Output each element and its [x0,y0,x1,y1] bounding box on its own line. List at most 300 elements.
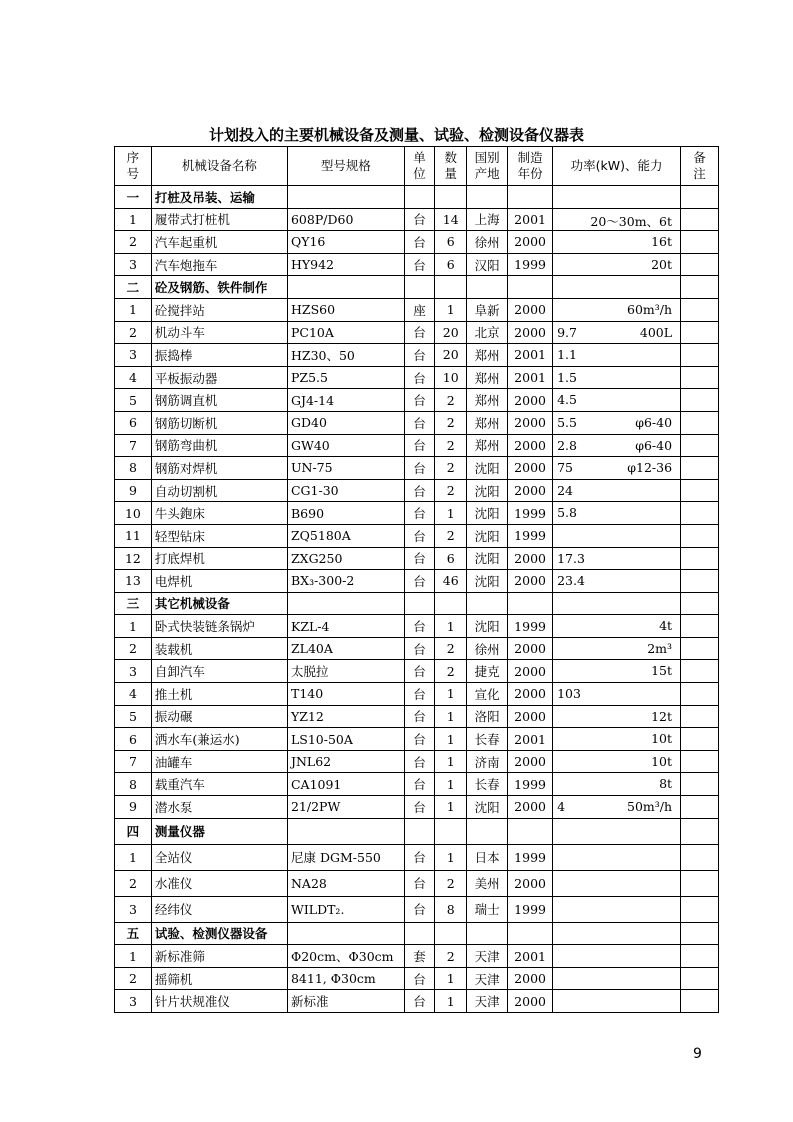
cell-origin: 天津 [467,967,508,990]
cell-name: 电焊机 [151,570,287,593]
cell-origin: 徐州 [467,231,508,254]
empty-cell [467,186,508,209]
cell-model: YZ12 [287,705,404,728]
cell-unit: 台 [404,524,435,547]
cell-year: 2000 [508,967,553,990]
section-number: 四 [115,818,152,844]
cell-qty: 2 [435,870,467,896]
empty-cell [435,186,467,209]
cell-qty: 1 [435,796,467,819]
cell-year: 1999 [508,253,553,276]
empty-cell [404,186,435,209]
cell-model: PZ5.5 [287,366,404,389]
cell-year: 2001 [508,945,553,968]
cell-unit: 台 [404,870,435,896]
power-value: 4 [557,799,566,815]
cell-power [553,231,681,254]
empty-cell [553,922,681,945]
cell-name: 新标准筛 [151,945,287,968]
cell-qty: 6 [435,231,467,254]
cell-name: 洒水车(兼运水) [151,728,287,751]
cell-unit: 台 [404,660,435,683]
table-row [115,457,719,480]
cell-year: 2000 [508,705,553,728]
cell-power [553,457,681,480]
cell-model: HZ30、50 [287,344,404,367]
cell-remark [681,457,719,480]
cell-no: 6 [115,411,152,434]
cell-model: ZXG250 [287,547,404,570]
empty-cell [508,818,553,844]
capacity-value: φ6-40 [635,414,673,430]
empty-cell [404,592,435,615]
cell-name: 机动斗车 [151,321,287,344]
capacity-value: 16t [651,234,673,250]
cell-unit: 台 [404,570,435,593]
cell-year: 2000 [508,434,553,457]
cell-origin: 天津 [467,990,508,1013]
cell-power [553,411,681,434]
cell-no: 4 [115,366,152,389]
cell-origin: 济南 [467,750,508,773]
cell-no: 3 [115,660,152,683]
section-title: 试验、检测仪器设备 [151,922,287,945]
cell-remark [681,208,719,231]
header-no: 序 号 [115,147,152,186]
cell-qty: 1 [435,298,467,321]
capacity-value: 2m³ [647,640,673,656]
cell-remark [681,253,719,276]
empty-cell [553,276,681,299]
capacity-value: 20～30m、6t [590,213,673,229]
empty-cell [467,592,508,615]
cell-name: 水准仪 [151,870,287,896]
cell-remark [681,945,719,968]
cell-model: CG1-30 [287,479,404,502]
cell-qty: 1 [435,990,467,1013]
cell-name: 针片状规准仪 [151,990,287,1013]
power-value: 75 [557,460,573,476]
cell-year: 2000 [508,870,553,896]
cell-name: 钢筋切断机 [151,411,287,434]
capacity-value: 50m³/h [627,799,673,815]
cell-year: 2000 [508,637,553,660]
cell-remark [681,660,719,683]
header-model: 型号规格 [287,147,404,186]
cell-qty: 1 [435,683,467,706]
cell-origin: 宣化 [467,683,508,706]
cell-year: 2000 [508,660,553,683]
cell-name: 钢筋弯曲机 [151,434,287,457]
section-row [115,592,719,615]
power-value: 1.1 [557,347,577,363]
capacity-value: 10t [651,731,673,747]
cell-unit: 台 [404,637,435,660]
cell-remark [681,750,719,773]
capacity-value: 60m³/h [627,301,673,317]
cell-no: 9 [115,479,152,502]
table-row [115,615,719,638]
cell-unit: 台 [404,502,435,525]
cell-name: 经纬仪 [151,896,287,922]
cell-unit: 台 [404,796,435,819]
cell-no: 2 [115,231,152,254]
capacity-value: 4t [659,618,673,634]
cell-name: 牛头鉋床 [151,502,287,525]
cell-name: 摇筛机 [151,967,287,990]
cell-year: 2000 [508,389,553,412]
cell-name: 轻型钻床 [151,524,287,547]
cell-unit: 台 [404,344,435,367]
header-power: 功率(kW)、能力 [553,147,681,186]
cell-remark [681,321,719,344]
power-value: 1.5 [557,369,577,385]
cell-name: 履带式打桩机 [151,208,287,231]
cell-qty: 20 [435,344,467,367]
capacity-value: 10t [651,753,673,769]
cell-origin: 长春 [467,773,508,796]
cell-qty: 2 [435,411,467,434]
header-row [115,147,719,186]
cell-unit: 台 [404,366,435,389]
capacity-value: 400L [639,324,673,340]
cell-no: 8 [115,457,152,480]
section-number: 二 [115,276,152,299]
cell-qty: 1 [435,728,467,751]
cell-year: 2000 [508,990,553,1013]
cell-qty: 2 [435,660,467,683]
cell-name: 打底焊机 [151,547,287,570]
cell-qty: 1 [435,705,467,728]
power-value: 9.7 [557,324,577,340]
cell-model: 21/2PW [287,796,404,819]
cell-unit: 台 [404,844,435,870]
cell-power [553,796,681,819]
cell-remark [681,231,719,254]
cell-remark [681,502,719,525]
table-row [115,990,719,1013]
cell-model: 608P/D60 [287,208,404,231]
cell-power [553,253,681,276]
cell-qty: 2 [435,457,467,480]
empty-cell [681,922,719,945]
cell-power [553,208,681,231]
cell-remark [681,683,719,706]
cell-year: 2001 [508,208,553,231]
cell-remark [681,366,719,389]
cell-unit: 台 [404,967,435,990]
empty-cell [287,186,404,209]
cell-year: 2000 [508,411,553,434]
header-unit: 单 位 [404,147,435,186]
cell-origin: 洛阳 [467,705,508,728]
cell-qty: 20 [435,321,467,344]
power-value: 5.5 [557,414,577,430]
cell-power [553,844,681,870]
cell-no: 1 [115,298,152,321]
cell-qty: 1 [435,502,467,525]
cell-no: 3 [115,896,152,922]
cell-year: 1999 [508,502,553,525]
cell-origin: 日本 [467,844,508,870]
cell-qty: 2 [435,637,467,660]
cell-model: 尼康 DGM-550 [287,844,404,870]
capacity-value: 8t [659,776,673,792]
cell-origin: 天津 [467,945,508,968]
table-row [115,344,719,367]
cell-origin: 徐州 [467,637,508,660]
table-row [115,231,719,254]
cell-unit: 台 [404,389,435,412]
cell-remark [681,547,719,570]
cell-name: 潜水泵 [151,796,287,819]
cell-name: 自卸汽车 [151,660,287,683]
cell-power [553,945,681,968]
section-title: 砼及钢筋、铁件制作 [151,276,287,299]
cell-origin: 沈阳 [467,479,508,502]
cell-model: KZL-4 [287,615,404,638]
cell-power [553,870,681,896]
cell-power [553,990,681,1013]
section-number: 五 [115,922,152,945]
empty-cell [508,186,553,209]
cell-year: 2001 [508,366,553,389]
cell-name: 钢筋调直机 [151,389,287,412]
cell-origin: 沈阳 [467,615,508,638]
cell-remark [681,411,719,434]
page-number: 9 [693,1046,702,1062]
cell-no: 12 [115,547,152,570]
cell-year: 2000 [508,321,553,344]
cell-model: JNL62 [287,750,404,773]
cell-no: 2 [115,321,152,344]
table-row [115,637,719,660]
cell-name: 汽车炮拖车 [151,253,287,276]
power-value: 4.5 [557,392,577,408]
cell-model: ZL40A [287,637,404,660]
cell-qty: 2 [435,945,467,968]
cell-power [553,570,681,593]
cell-name: 油罐车 [151,750,287,773]
header-origin: 国别 产地 [467,147,508,186]
cell-remark [681,344,719,367]
cell-year: 2000 [508,231,553,254]
empty-cell [681,276,719,299]
empty-cell [287,818,404,844]
cell-origin: 郑州 [467,389,508,412]
cell-model: T140 [287,683,404,706]
empty-cell [553,186,681,209]
power-value: 2.8 [557,437,577,453]
empty-cell [287,592,404,615]
cell-qty: 10 [435,366,467,389]
cell-remark [681,773,719,796]
cell-year: 2000 [508,796,553,819]
empty-cell [508,592,553,615]
table-row [115,967,719,990]
cell-qty: 1 [435,750,467,773]
table-row [115,705,719,728]
cell-unit: 台 [404,990,435,1013]
table-row [115,870,719,896]
empty-cell [508,922,553,945]
cell-remark [681,570,719,593]
cell-year: 2000 [508,547,553,570]
cell-qty: 1 [435,615,467,638]
empty-cell [404,922,435,945]
cell-qty: 14 [435,208,467,231]
cell-no: 3 [115,990,152,1013]
table-row [115,321,719,344]
cell-qty: 1 [435,967,467,990]
cell-origin: 瑞士 [467,896,508,922]
power-value: 5.8 [557,505,577,521]
cell-unit: 台 [404,321,435,344]
header-qty: 数 量 [435,147,467,186]
cell-remark [681,479,719,502]
cell-model: 8411, Φ30cm [287,967,404,990]
cell-no: 4 [115,683,152,706]
capacity-value: φ12-36 [627,460,673,476]
cell-unit: 座 [404,298,435,321]
cell-no: 9 [115,796,152,819]
table-row [115,366,719,389]
cell-model: GW40 [287,434,404,457]
cell-origin: 长春 [467,728,508,751]
table-row [115,945,719,968]
cell-unit: 台 [404,479,435,502]
cell-remark [681,705,719,728]
cell-remark [681,298,719,321]
table-row [115,844,719,870]
cell-unit: 台 [404,683,435,706]
cell-model: Φ20cm、Φ30cm [287,945,404,968]
empty-cell [435,922,467,945]
section-row [115,276,719,299]
cell-unit: 套 [404,945,435,968]
cell-model: B690 [287,502,404,525]
cell-name: 推土机 [151,683,287,706]
cell-remark [681,990,719,1013]
table-row [115,728,719,751]
table-row [115,253,719,276]
cell-power [553,321,681,344]
cell-year: 2000 [508,750,553,773]
cell-remark [681,896,719,922]
cell-unit: 台 [404,457,435,480]
cell-power [553,344,681,367]
header-year: 制造 年份 [508,147,553,186]
cell-origin: 沈阳 [467,570,508,593]
cell-year: 2000 [508,457,553,480]
cell-name: 载重汽车 [151,773,287,796]
empty-cell [681,592,719,615]
cell-year: 2001 [508,344,553,367]
cell-model: BX₃-300-2 [287,570,404,593]
capacity-value: φ6-40 [635,437,673,453]
cell-power [553,366,681,389]
cell-origin: 沈阳 [467,796,508,819]
table-row [115,547,719,570]
cell-no: 2 [115,870,152,896]
table-row [115,796,719,819]
cell-year: 2000 [508,570,553,593]
cell-no: 1 [115,615,152,638]
table-row [115,389,719,412]
cell-model: WILDT₂. [287,896,404,922]
cell-remark [681,967,719,990]
table-row [115,683,719,706]
cell-qty: 6 [435,547,467,570]
cell-origin: 阜新 [467,298,508,321]
cell-unit: 台 [404,896,435,922]
cell-unit: 台 [404,547,435,570]
cell-power [553,389,681,412]
cell-power [553,615,681,638]
cell-origin: 郑州 [467,366,508,389]
table-row [115,660,719,683]
table-row [115,411,719,434]
cell-no: 1 [115,208,152,231]
table-row [115,479,719,502]
cell-power [553,750,681,773]
cell-power [553,660,681,683]
cell-name: 全站仪 [151,844,287,870]
power-value: 103 [557,686,581,702]
cell-model: PC10A [287,321,404,344]
cell-no: 7 [115,750,152,773]
section-title: 打桩及吊装、运输 [151,186,287,209]
cell-origin: 郑州 [467,411,508,434]
empty-cell [553,818,681,844]
cell-power [553,502,681,525]
section-row [115,186,719,209]
cell-year: 1999 [508,524,553,547]
cell-unit: 台 [404,615,435,638]
cell-power [553,524,681,547]
header-remark: 备 注 [681,147,719,186]
capacity-value: 12t [651,708,673,724]
cell-name: 钢筋对焊机 [151,457,287,480]
empty-cell [404,818,435,844]
cell-no: 13 [115,570,152,593]
cell-remark [681,796,719,819]
cell-year: 2000 [508,683,553,706]
table-row [115,208,719,231]
cell-power [553,479,681,502]
cell-remark [681,870,719,896]
cell-origin: 美州 [467,870,508,896]
empty-cell [467,276,508,299]
cell-origin: 沈阳 [467,457,508,480]
cell-remark [681,615,719,638]
cell-qty: 6 [435,253,467,276]
cell-no: 2 [115,967,152,990]
cell-model: 新标准 [287,990,404,1013]
cell-no: 11 [115,524,152,547]
cell-name: 卧式快装链条锅炉 [151,615,287,638]
empty-cell [404,276,435,299]
cell-name: 砼搅拌站 [151,298,287,321]
power-value: 17.3 [557,550,585,566]
cell-power [553,298,681,321]
cell-origin: 北京 [467,321,508,344]
cell-no: 6 [115,728,152,751]
cell-year: 1999 [508,844,553,870]
cell-power [553,773,681,796]
cell-qty: 2 [435,389,467,412]
empty-cell [553,592,681,615]
